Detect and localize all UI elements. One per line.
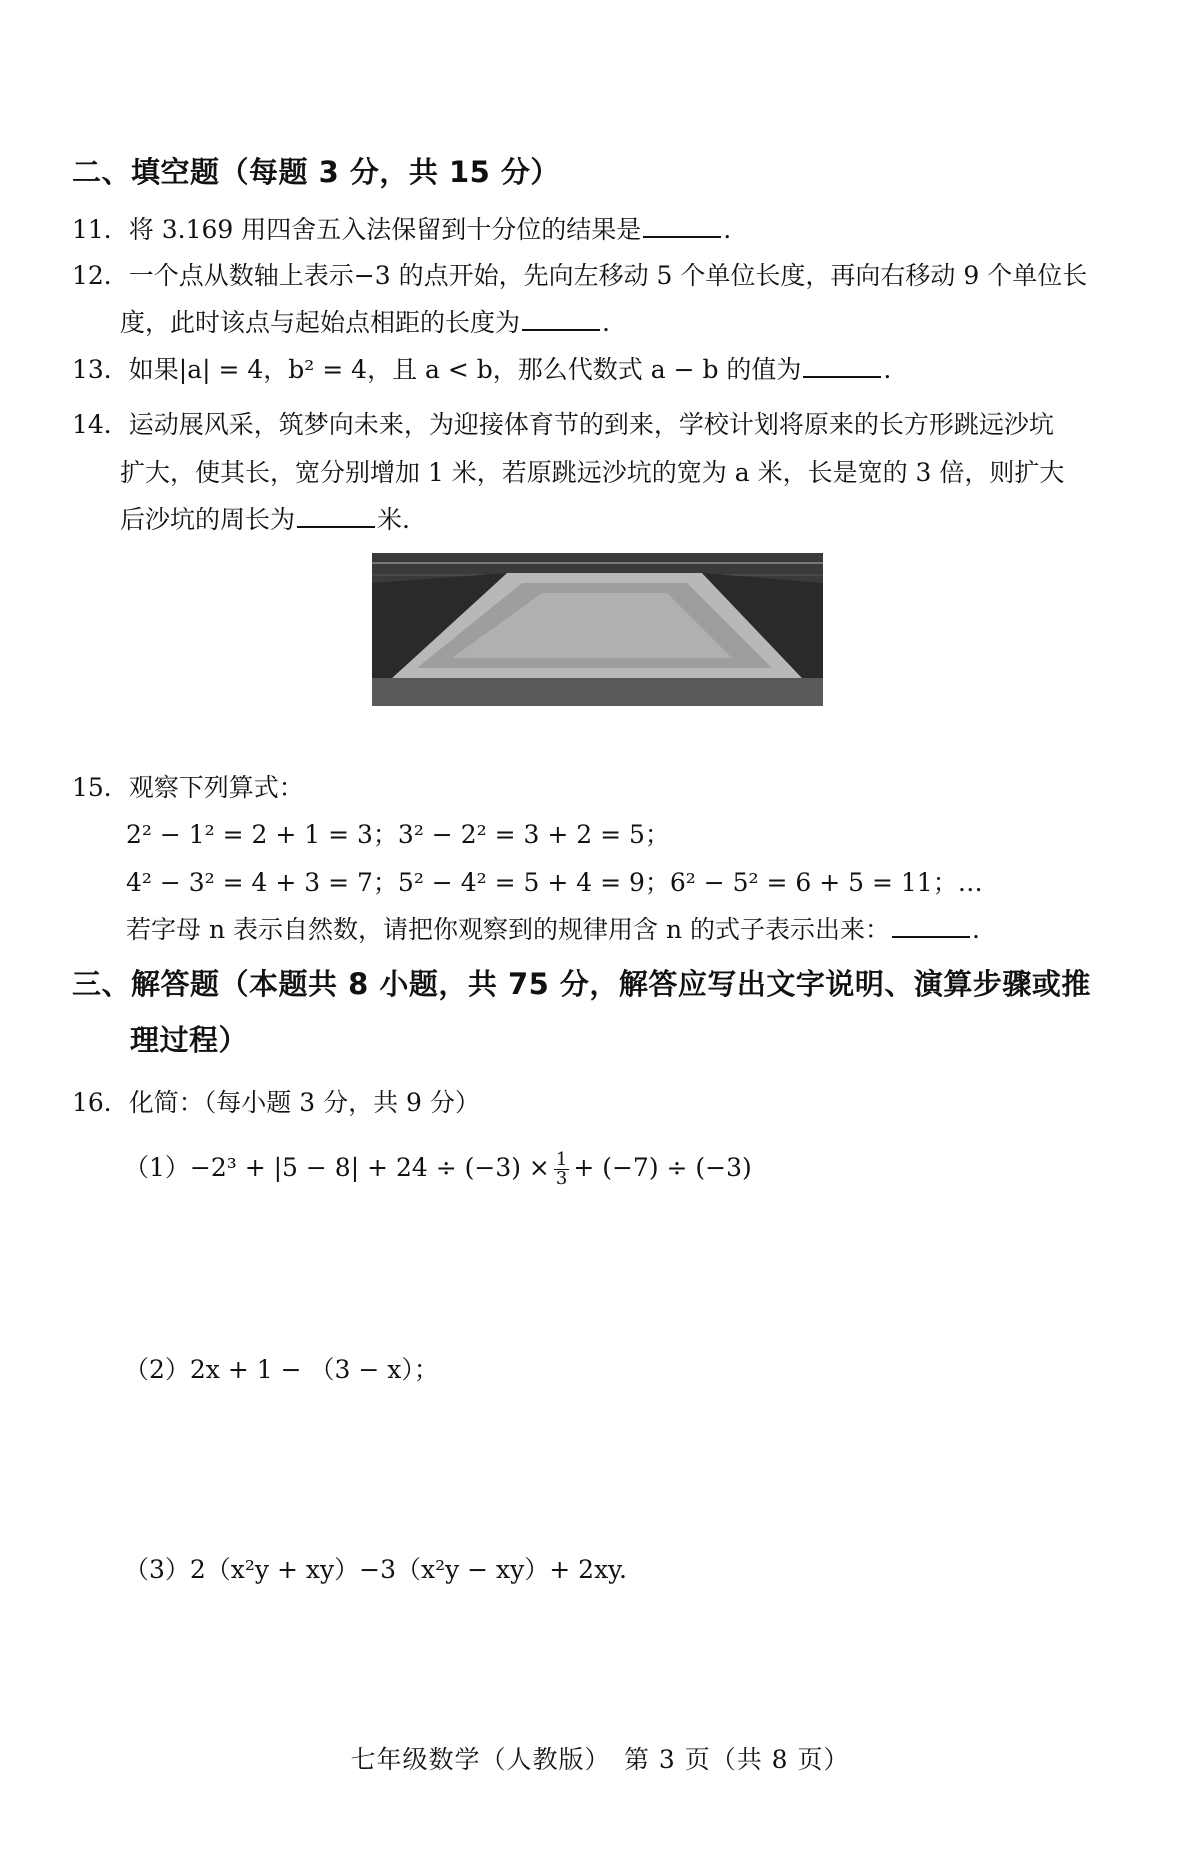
question-16-intro: 16．化简：（每小题 3 分，共 9 分）: [72, 1088, 480, 1117]
question-11-text: 11．将 3.169 用四舍五入法保留到十分位的结果是: [72, 215, 642, 244]
page-footer: 七年级数学（人教版） 第 3 页（共 8 页）: [350, 1745, 850, 1774]
answer-blank-14[interactable]: [297, 525, 375, 528]
question-15-text: 若字母 n 表示自然数，请把你观察到的规律用含 n 的式子表示出来：: [126, 915, 890, 944]
question-14-line-3: [120, 500, 410, 536]
question-12-text: 度，此时该点与起始点相距的长度为: [120, 308, 521, 337]
question-12-end: .: [602, 308, 610, 337]
answer-blank-12[interactable]: [522, 328, 600, 331]
section-2-title: 二、填空题（每题 3 分，共 15 分）: [72, 155, 560, 189]
section-3-title-line-2: 理过程）: [130, 1023, 249, 1057]
question-12-line-1: 12．一个点从数轴上表示−3 的点开始，先向左移动 5 个单位长度，再向右移动 9 个单位长: [72, 261, 1088, 290]
question-15-row-1: 2² − 1² = 2 + 1 = 3；3² − 2² = 3 + 2 = 5；: [126, 820, 670, 849]
question-15-end: .: [972, 915, 980, 944]
question-14-text: 后沙坑的周长为: [120, 505, 296, 534]
question-11: [72, 210, 731, 246]
question-15-ask: [126, 910, 980, 946]
question-15-row-2: 4² − 3² = 4 + 3 = 7；5² − 4² = 5 + 4 = 9；6² − 5² = 6 + 5 = 11；…: [126, 868, 983, 897]
part-1-expression-start: （1）−2³ + |5 − 8| + 24 ÷ (−3) ×: [124, 1153, 550, 1182]
question-14-line-2: 扩大，使其长，宽分别增加 1 米，若原跳远沙坑的宽为 a 米，长是宽的 3 倍，则扩大: [120, 458, 1065, 487]
question-13: [72, 350, 891, 386]
question-11-end: .: [723, 215, 732, 244]
question-12-line-2: [120, 303, 610, 339]
answer-blank-11[interactable]: [643, 235, 721, 238]
fraction-one-third: [554, 1151, 569, 1188]
answer-blank-15[interactable]: [892, 935, 970, 938]
question-14-line-1: 14．运动展风采，筑梦向未来，为迎接体育节的到来，学校计划将原来的长方形跳远沙坑: [72, 410, 1054, 439]
answer-blank-13[interactable]: [803, 375, 881, 378]
question-16-part-3: （3）2（x²y + xy）−3（x²y − xy）+ 2xy.: [124, 1555, 627, 1584]
question-14-end: 米.: [377, 505, 410, 534]
question-16-part-2: （2）2x + 1 − （3 − x）；: [124, 1355, 439, 1384]
section-3-title-line-1: 三、解答题（本题共 8 小题，共 75 分，解答应写出文字说明、演算步骤或推: [72, 967, 1091, 1001]
fraction-denominator: 3: [555, 1168, 568, 1189]
question-16-part-1: [124, 1148, 752, 1188]
question-13-text: 13．如果|a| = 4，b² = 4，且 a < b，那么代数式 a − b 的值为: [72, 355, 802, 384]
question-15-intro: 15．观察下列算式：: [72, 773, 304, 802]
fraction-numerator: 1: [555, 1149, 568, 1170]
question-13-end: .: [883, 355, 892, 384]
part-1-expression-end: + (−7) ÷ (−3): [573, 1153, 752, 1182]
sandpit-photo: [372, 553, 823, 706]
